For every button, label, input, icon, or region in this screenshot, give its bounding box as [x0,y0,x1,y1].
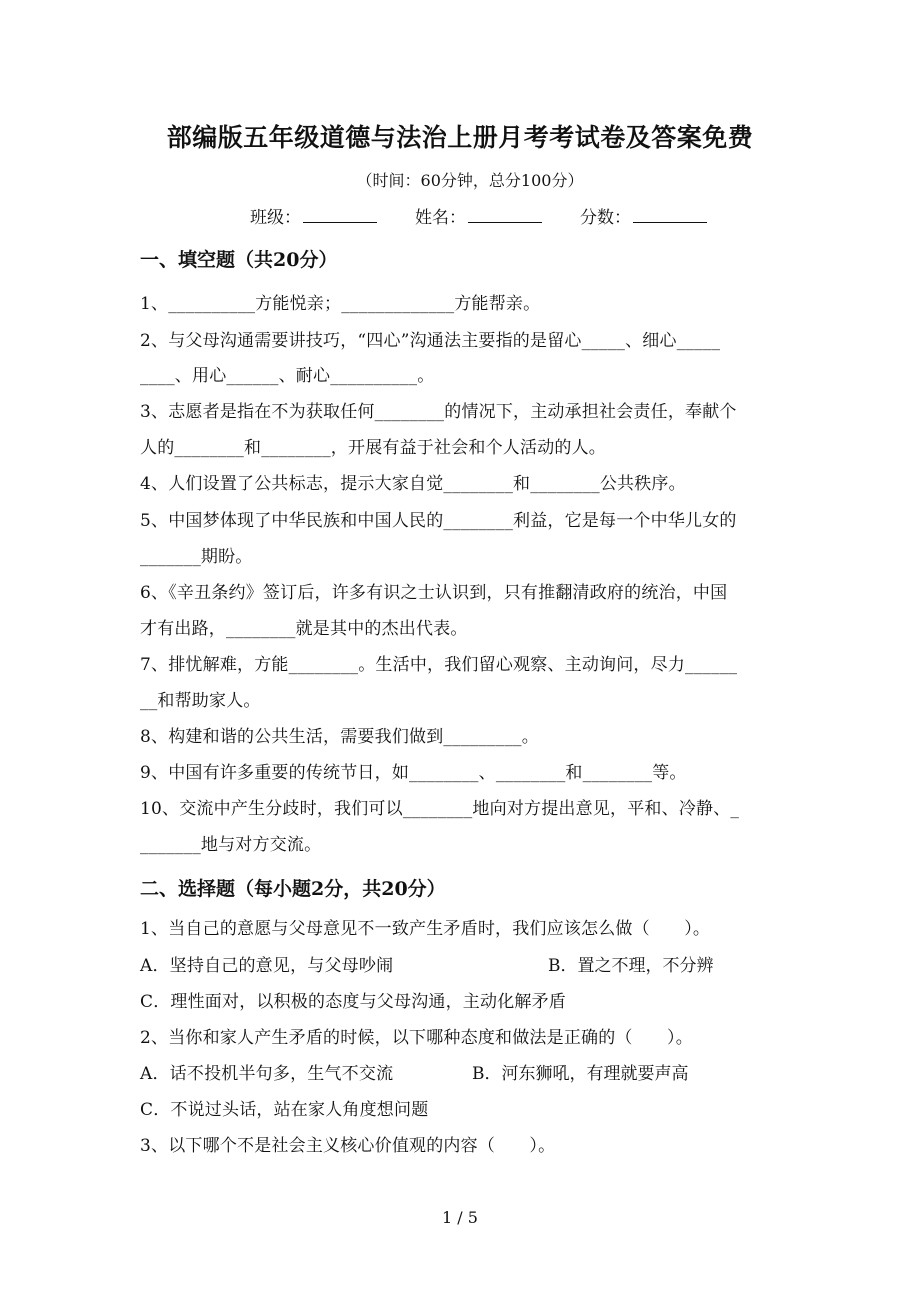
question-line: 8、构建和谐的公共生活，需要我们做到_________。 [140,727,539,747]
question-line: 9、中国有许多重要的传统节日，如________、________和________等。 [140,763,687,783]
page-number: 1 / 5 [442,1208,478,1227]
question-line: 2、与父母沟通需要讲技巧，“四心”沟通法主要指的是留心_____、细心_____ [140,331,721,351]
question-line: 4、人们设置了公共标志，提示大家自觉________和________公共秩序。 [140,474,686,494]
option-a: A．话不投机半句多，生气不交流 [140,1064,394,1084]
question-line: 6、《辛丑条约》签订后，许多有识之士认识到，只有推翻清政府的统治，中国 [140,583,728,603]
question-line: _______地与对方交流。 [140,835,322,855]
question-line: 7、排忧解难，方能________。生活中，我们留心观察、主动询问，尽力______ [140,655,738,675]
question-stem: 2、当你和家人产生矛盾的时候，以下哪种态度和做法是正确的（ ）。 [140,1028,693,1048]
question-stem: 3、以下哪个不是社会主义核心价值观的内容（ ）。 [140,1136,556,1156]
question-line: ____、用心______、耐心__________。 [140,366,435,386]
name-label: 姓名： [415,208,466,228]
option-c: C．不说过头话，站在家人角度想问题 [140,1100,429,1120]
exam-time-info: （时间：60分钟，总分100分） [356,171,584,190]
score-field [580,203,707,228]
question-stem: 1、当自己的意愿与父母意见不一致产生矛盾时，我们应该怎么做（ ）。 [140,919,711,939]
option-b: B．河东狮吼，有理就要声高 [472,1064,689,1084]
class-label: 班级： [250,208,301,228]
question-line: 才有出路，________就是其中的杰出代表。 [140,619,468,639]
student-info-fields [250,203,707,228]
section-heading-multiple-choice: 二、选择题（每小题2分，共20分） [140,878,446,900]
option-a: A．坚持自己的意见，与父母吵闹 [140,956,394,976]
class-blank [303,208,377,223]
score-blank [633,208,707,223]
question-line: 3、志愿者是指在不为获取任何________的情况下，主动承担社会责任，奉献个 [140,402,737,422]
question-line: __和帮助家人。 [140,691,261,711]
class-field [250,203,377,228]
name-blank [468,208,542,223]
name-field [415,203,542,228]
score-label: 分数： [580,208,631,228]
question-line: _______期盼。 [140,547,253,567]
section-heading-fill-in: 一、填空题（共20分） [140,249,338,271]
question-line: 人的________和________，开展有益于社会和个人活动的人。 [140,438,606,458]
question-line: 10、交流中产生分歧时，我们可以________地向对方提出意见，平和、冷静、_ [140,799,740,819]
page-title: 部编版五年级道德与法治上册月考考试卷及答案免费 [166,123,754,152]
question-line: 5、中国梦体现了中华民族和中国人民的________利益，它是每一个中华儿女的 [140,511,737,531]
option-c: C．理性面对，以积极的态度与父母沟通，主动化解矛盾 [140,992,567,1012]
question-line: 1、__________方能悦亲；_____________方能帮亲。 [140,294,541,314]
option-b: B．置之不理，不分辨 [548,956,714,976]
